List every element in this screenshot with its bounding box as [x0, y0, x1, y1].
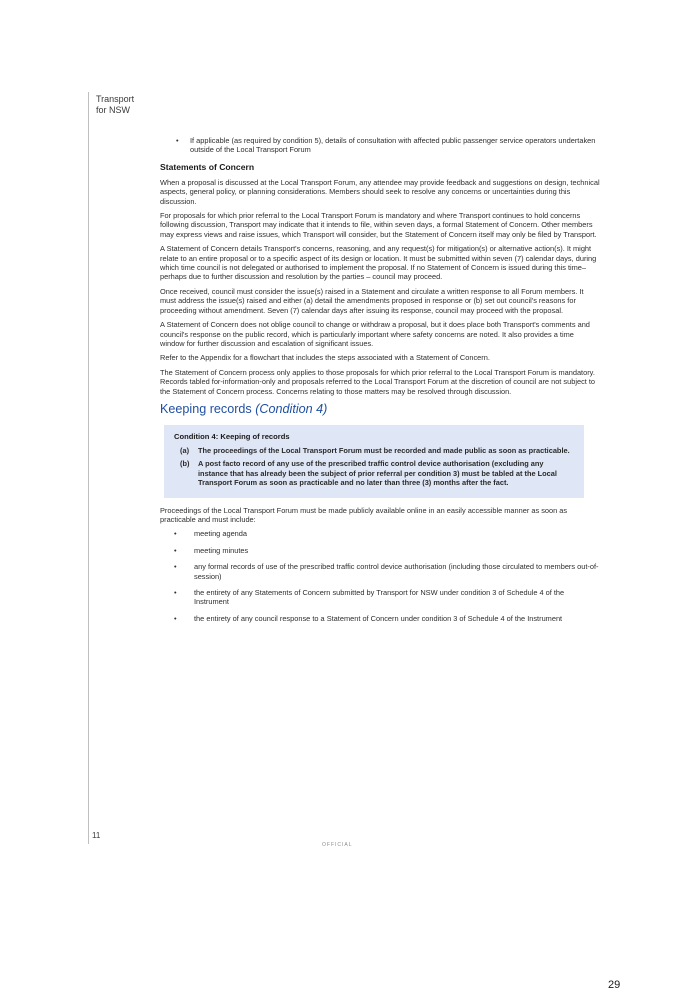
bullet-icon: • [174, 613, 177, 623]
paragraph: The Statement of Concern process only applies to those proposals for which prior referral to the Local Transport Forum is mandatory. Records tabled for-information-only and proposals referred to the Local Transport Forum at the discretion of council are not subject to the Statement of Concern process. Concerns relating to those matters may be resolved through discussion. [160, 367, 596, 396]
list-item: • the entirety of any council response to a Statement of Concern under condition 3 of Schedule 4 of the Instrument [174, 613, 563, 623]
condition-item [174, 446, 572, 455]
condition-item [174, 459, 572, 487]
paragraph: Proceedings of the Local Transport Forum must be made publicly available online in an easily accessible manner as soon as practicable and must include: [160, 505, 568, 524]
condition-text: A post facto record of any use of the prescribed traffic control device authorisation (excluding any instance that has already been the subject of prior referral per condition 3) must be tabled at the Local Transport Forum as soon as practicable and no later than three (3) months after the fact. [198, 459, 557, 488]
section-heading-concern: Statements of Concern [160, 161, 255, 172]
paragraph: A Statement of Concern does not oblige council to change or withdraw a proposal, but it does place both Transport's comments and council's response on the public record, which is particularly important where safety concerns are noted. It also provides a time window for further discussion and escalation of significant issues. [160, 320, 590, 348]
list-item: • meeting minutes [174, 545, 249, 555]
paragraph: Refer to the Appendix for a flowchart that includes the steps associated with a Statement of Concern. [160, 353, 490, 363]
condition-box-title: Condition 4: Keeping of records [174, 431, 290, 441]
list-item: • any formal records of use of the prescribed traffic control device authorisation (including those circulated to members out-of-session) [174, 562, 599, 581]
intro-bullet-list [160, 136, 600, 155]
inner-page-number: 11 [92, 831, 101, 840]
org-line-1: Transport [96, 94, 135, 104]
main-content [160, 136, 600, 630]
org-logo-text [96, 94, 134, 116]
paragraph: Once received, council must consider the issue(s) raised in a Statement and circulate a written response to all Forum members. It must address the issue(s) raised and either (a) detail the amendments proposed in response or (b) set out council's reasons for proceeding without amendment. Seven (7) calendar days after issuing its response, council may proceed with the proposal. [160, 286, 584, 315]
records-bullet-list [160, 529, 600, 623]
condition-box [164, 425, 584, 498]
margin-rule [88, 92, 89, 844]
condition-label: (a) [180, 445, 190, 455]
bullet-icon: • [174, 529, 177, 539]
list-item: • If applicable (as required by condition 5), details of consultation with affected public passenger service operators undertaken outside of the Local Transport Forum [176, 136, 596, 155]
org-line-2: for NSW [96, 105, 131, 115]
section-heading-records: Keeping records (Condition 4) [160, 401, 328, 416]
bullet-icon: • [176, 136, 179, 145]
outer-page-number: 29 [608, 979, 621, 991]
list-item: • the entirety of any Statements of Concern submitted by Transport for NSW under condition 3 of Schedule 4 of the Instrument [174, 588, 565, 607]
classification-mark: OFFICIAL [322, 842, 353, 848]
condition-label: (b) [180, 459, 190, 469]
condition-text: The proceedings of the Local Transport Forum must be recorded and made public as soon as practicable. [198, 445, 570, 455]
bullet-icon: • [174, 545, 177, 555]
list-item: • meeting agenda [174, 529, 248, 539]
bullet-icon: • [174, 562, 177, 572]
paragraph: A Statement of Concern details Transport's concerns, reasoning, and any request(s) for mitigation(s) or alternative action(s). It might relate to an entire proposal or to a specific aspect of its design or location. It must be submitted within seven (7) calendar days, during which time council is not delegated or authorised to implement the proposal. If no Statement of Concern is issued during this time– perhaps due to further discussion and resolution by the parties – council may proceed. [160, 244, 597, 282]
paragraph: When a proposal is discussed at the Local Transport Forum, any attendee may provide feedback and suggestions on design, technical aspects, general policy, or planning considerations. Members should seek to resolve any concerns or uncertainties during this discussion. [160, 177, 600, 206]
paragraph: For proposals for which prior referral to the Local Transport Forum is mandatory and where Transport continues to hold concerns following discussion, Transport may indicate that it intends to file, within seven days, a formal Statement of Concern. Other members may express views and raise issues, which Transport will consider, but the Statement of Concern itself may only be filed by Transport. [160, 211, 597, 239]
bullet-icon: • [174, 588, 177, 597]
